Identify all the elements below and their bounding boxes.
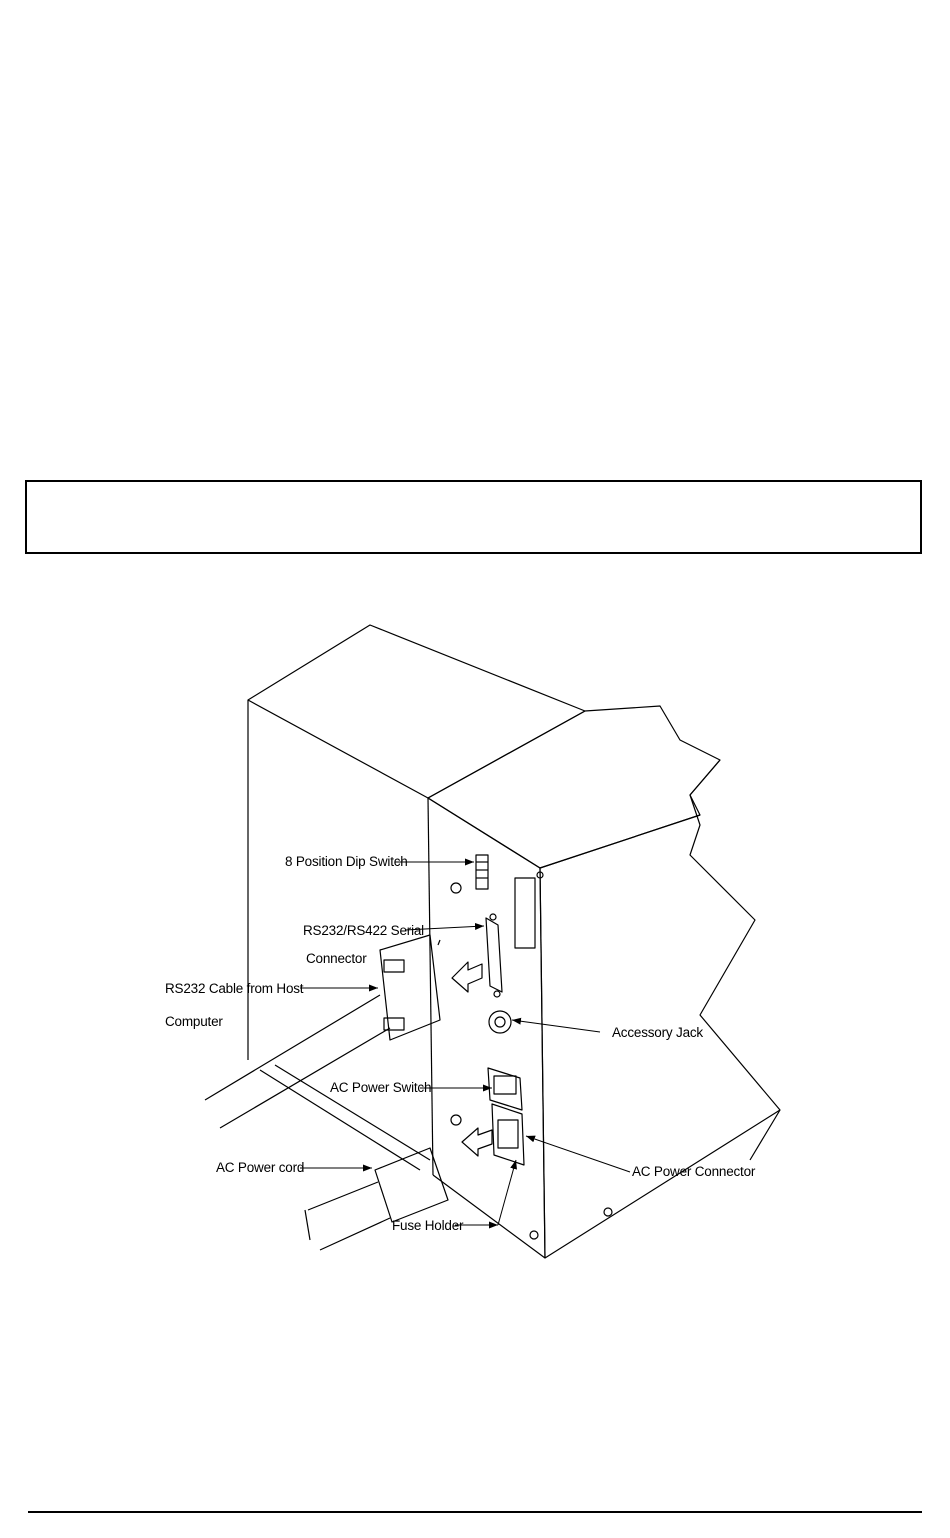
label-serial-connector-line1: RS232/RS422 Serial: [303, 923, 424, 938]
power-plug: [375, 1148, 448, 1222]
break-line: [690, 760, 780, 1160]
insert-arrow-icon: [452, 962, 482, 992]
label-rs232-cable-line2: Computer: [165, 1014, 223, 1029]
power-cord: [308, 1182, 390, 1250]
label-ac-power-switch: AC Power Switch: [330, 1080, 432, 1095]
screw-icon: [451, 1115, 461, 1125]
rear-panel: [428, 798, 545, 1258]
screw-icon: [451, 883, 461, 893]
dip-switch-icon: [476, 855, 488, 889]
label-serial-connector-line2: Connector: [306, 951, 367, 966]
note-box: [25, 480, 922, 554]
label-ac-power-connector: AC Power Connector: [632, 1164, 756, 1179]
serial-connector-icon: [486, 918, 502, 992]
screw-icon: [530, 1231, 538, 1239]
insert-arrow-icon: [462, 1128, 492, 1156]
label-fuse-holder: Fuse Holder: [392, 1218, 464, 1233]
rs232-cable: [205, 995, 390, 1128]
label-accessory-jack: Accessory Jack: [612, 1025, 703, 1040]
label-dip-switch: 8 Position Dip Switch: [285, 854, 408, 869]
footer-rule: [28, 1511, 922, 1513]
label-ac-power-cord: AC Power cord: [216, 1160, 305, 1175]
power-switch-icon: [488, 1068, 522, 1110]
label-plate: [515, 878, 535, 948]
printer-rear-panel-diagram: [0, 600, 950, 1280]
label-rs232-cable-line1: RS232 Cable from Host: [165, 981, 304, 996]
screw-icon: [604, 1208, 612, 1216]
power-connector-icon: [492, 1104, 524, 1165]
cabinet-top: [248, 625, 585, 798]
accessory-jack-icon: [489, 1011, 511, 1033]
top-cover: [428, 706, 720, 868]
